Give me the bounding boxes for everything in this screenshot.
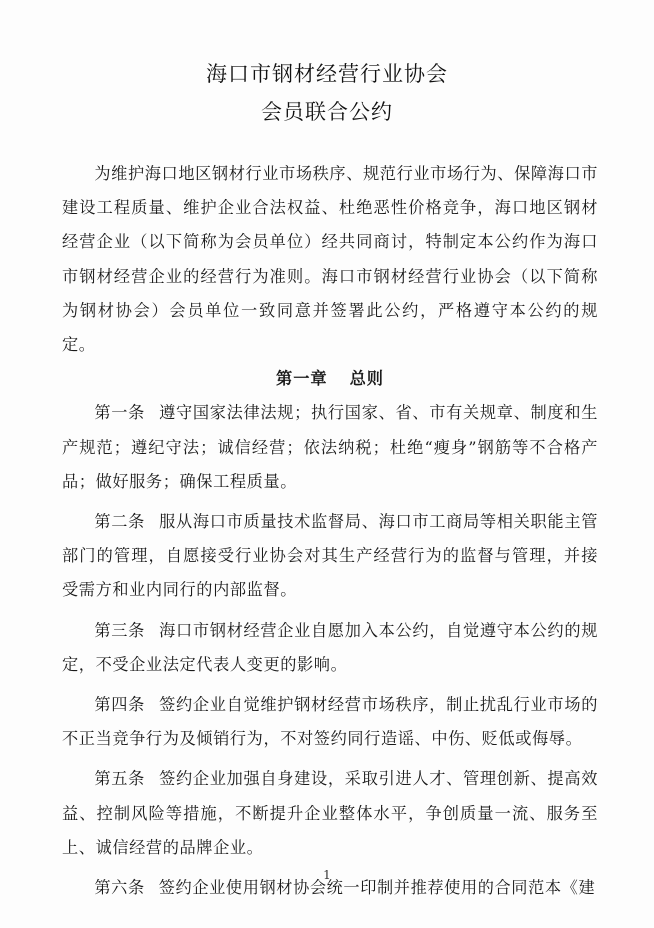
article-number: 第五条 (94, 769, 146, 789)
chapter-number: 第一章 (276, 369, 328, 389)
article-paragraph (62, 505, 598, 608)
article-paragraph (62, 762, 598, 865)
article-number: 第三条 (94, 620, 146, 640)
document-subtitle: 会员联合公约 (261, 100, 393, 124)
preamble-paragraph: 为维护海口地区钢材行业市场秩序、规范行业市场行为、保障海口市建设工程质量、维护企业合法权益、杜绝恶性价格竞争，海口地区钢材经营企业（以下简称为会员单位）经共同商讨，特制定本公约作为海口市钢材经营企业的经营行为准则。海口市钢材经营行业协会（以下简称为钢材协会）会员单位一致同意并签署此公约，严格遵守本公约的规定。 (62, 164, 599, 355)
chapter-name: 总则 (349, 369, 384, 389)
article-paragraph (62, 614, 598, 682)
article-text: 签约企业使用钢材协会统一印制并推荐使用的合同范本《建 (158, 878, 596, 898)
article-text: 海口市钢材经营企业自愿加入本公约，自觉遵守本公约的规定，不受企业法定代表人变更的影响。 (62, 620, 598, 674)
article-number: 第二条 (94, 512, 146, 532)
article-paragraph (62, 688, 598, 756)
article-text: 签约企业自觉维护钢材经营市场秩序，制止扰乱行业市场的不正当竞争行为及倾销行为，不对签约同行造谣、中伤、贬低或侮辱。 (62, 695, 598, 749)
article-paragraph (62, 396, 598, 499)
article-text: 服从海口市质量技术监督局、海口市工商局等相关职能主管部门的管理，自愿接受行业协会对其生产经营行为的监督与管理，并接受需方和业内同行的内部监督。 (62, 512, 598, 600)
article-number: 第一条 (94, 403, 146, 423)
article-text: 遵守国家法律法规；执行国家、省、市有关规章、制度和生产规范；遵纪守法；诚信经营；依法纳税；杜绝“瘦身”钢筋等不合格产品；做好服务；确保工程质量。 (62, 403, 598, 491)
chapter-heading (62, 362, 598, 396)
article-number: 第六条 (94, 878, 145, 898)
document-body (62, 157, 598, 905)
article-text: 签约企业加强自身建设，采取引进人才、管理创新、提高效益、控制风险等措施，不断提升企业整体水平，争创质量一流、服务至上、诚信经营的品牌企业。 (62, 769, 598, 857)
article-number: 第四条 (94, 695, 146, 715)
page-number: 1 (323, 868, 331, 882)
document-title: 海口市钢材经营行业协会 (206, 62, 448, 86)
